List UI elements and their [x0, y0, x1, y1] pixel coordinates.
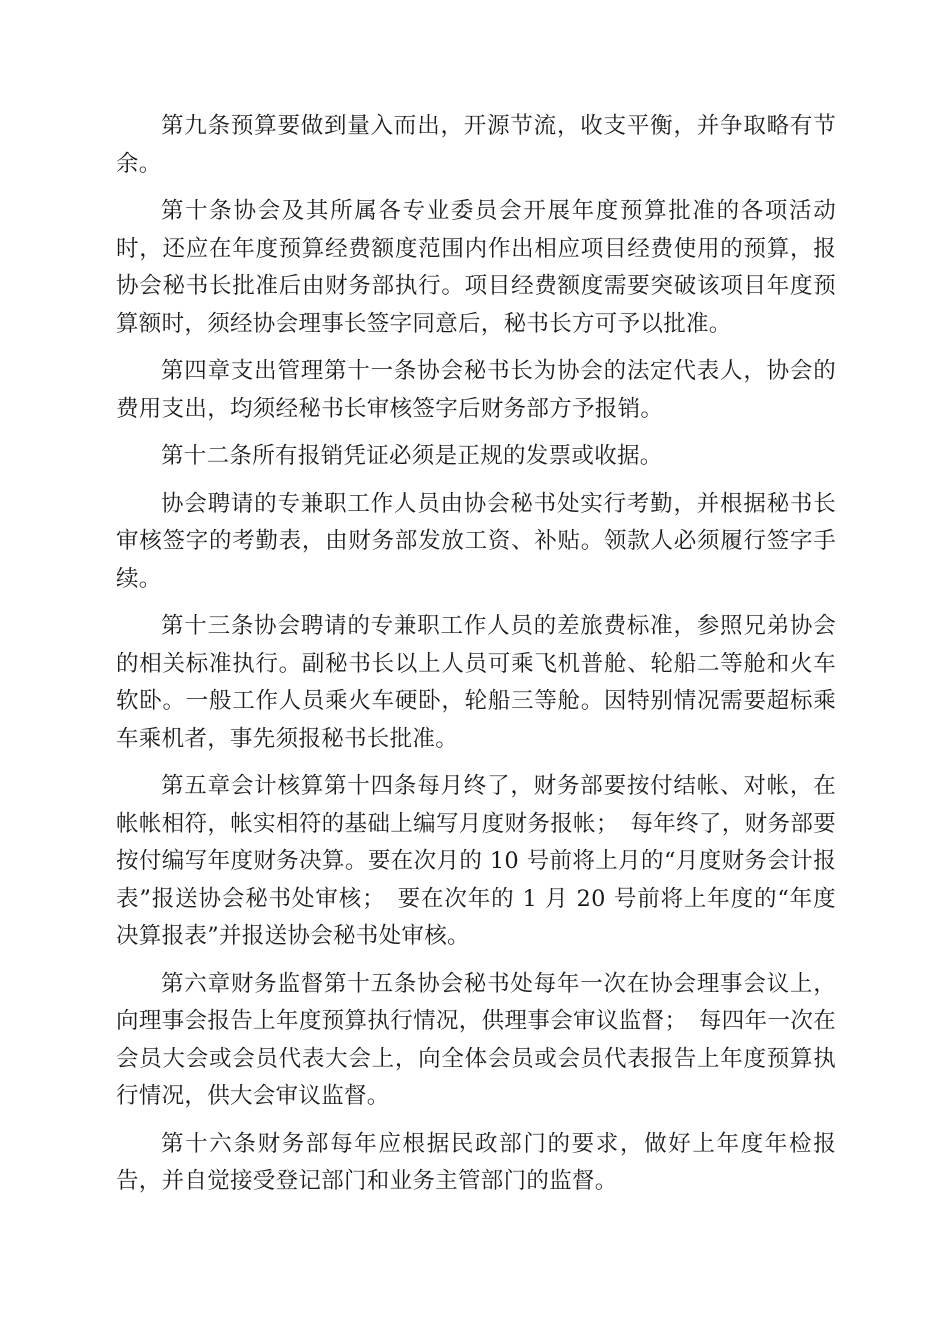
article-12-paragraph: 第十二条所有报销凭证必须是正规的发票或收据。 — [161, 443, 663, 469]
attendance-paragraph: 协会聘请的专兼职工作人员由协会秘书处实行考勤，并根据秘书长审核签字的考勤表，由财务部发放工资、补贴。领款人必须履行签字手续。 — [116, 490, 836, 592]
chapter-5-article-14-paragraph: 第五章会计核算第十四条每月终了，财务部要按付结帐、对帐，在帐帐相符，帐实相符的基础上编写月度财务报帐； 每年终了，财务部要按付编写年度财务决算。要在次月的 10 号前将上月的“月度财务会计报表”报送协会秘书处审核； 要在次年的 1 月 20 号前将上年度的“年度决算报表”并报送协会秘书处审核。 — [116, 773, 836, 949]
document-body — [116, 108, 836, 1211]
chapter-6-article-15-paragraph: 第六章财务监督第十五条协会秘书处每年一次在协会理事会议上，向理事会报告上年度预算执行情况，供理事会审议监督； 每四年一次在会员大会或会员代表大会上，向全体会员或会员代表报告上年度预算执行情况，供大会审议监督。 — [116, 970, 836, 1109]
chapter-4-article-11-paragraph: 第四章支出管理第十一条协会秘书长为协会的法定代表人，协会的费用支出，均须经秘书长审核签字后财务部方予报销。 — [116, 358, 836, 422]
article-16-paragraph: 第十六条财务部每年应根据民政部门的要求，做好上年度年检报告，并自觉接受登记部门和业务主管部门的监督。 — [116, 1130, 836, 1194]
article-10-paragraph: 第十条协会及其所属各专业委员会开展年度预算批准的各项活动时，还应在年度预算经费额度范围内作出相应项目经费使用的预算，报协会秘书长批准后由财务部执行。项目经费额度需要突破该项目年度预算额时，须经协会理事长签字同意后，秘书长方可予以批准。 — [116, 198, 836, 337]
article-9-paragraph: 第九条预算要做到量入而出，开源节流，收支平衡，并争取略有节余。 — [116, 113, 836, 177]
article-13-paragraph: 第十三条协会聘请的专兼职工作人员的差旅费标准，参照兄弟协会的相关标准执行。副秘书长以上人员可乘飞机普舱、轮船二等舱和火车软卧。一般工作人员乘火车硬卧，轮船三等舱。因特别情况需要超标乘车乘机者，事先须报秘书长批准。 — [116, 613, 836, 752]
